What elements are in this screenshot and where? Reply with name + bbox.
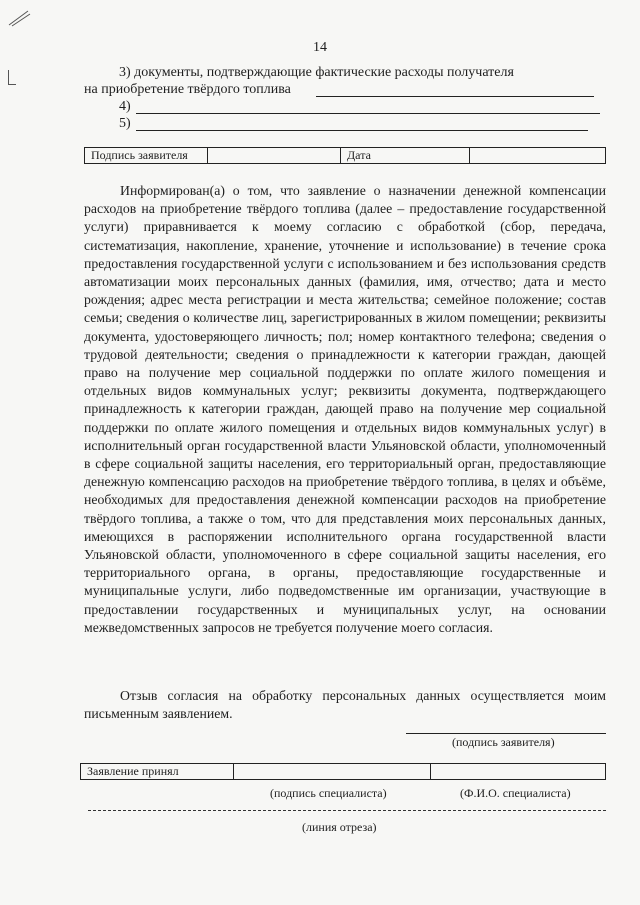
cut-line-caption: (линия отреза) (302, 820, 377, 834)
document-item-3-line1: 3) документы, подтверждающие фактические расходы получателя (119, 65, 514, 80)
page-number: 14 (313, 40, 327, 55)
date-cell[interactable] (470, 148, 606, 164)
document-item-4-blank[interactable] (136, 113, 600, 114)
applicant-signature-line[interactable] (406, 733, 606, 734)
specialist-name-caption: (Ф.И.О. специалиста) (460, 786, 571, 800)
consent-paragraph (84, 182, 606, 637)
scan-corner-mark-icon (8, 70, 16, 85)
accepted-label: Заявление принял (81, 764, 234, 780)
date-label: Дата (341, 148, 470, 164)
applicant-signature-cell[interactable] (208, 148, 341, 164)
applicant-signature-caption: (подпись заявителя) (452, 735, 555, 749)
specialist-signature-cell[interactable] (234, 764, 431, 780)
specialist-name-cell[interactable] (431, 764, 606, 780)
revocation-paragraph-text: Отзыв согласия на обработку персональных данных осуществляется моим письменным заявлением. (84, 688, 606, 722)
accepted-table (80, 763, 606, 780)
specialist-signature-caption: (подпись специалиста) (270, 786, 387, 800)
scan-mark-icon (8, 8, 32, 28)
document-item-3-line2: на приобретение твёрдого топлива (84, 82, 291, 97)
document-item-4-label: 4) (119, 99, 131, 114)
cut-line (88, 810, 606, 811)
applicant-signature-table (84, 147, 606, 164)
document-item-5-label: 5) (119, 116, 131, 131)
document-item-5-blank[interactable] (136, 130, 588, 131)
revocation-paragraph (84, 687, 606, 723)
document-item-3-blank[interactable] (316, 96, 594, 97)
consent-paragraph-text: Информирован(а) о том, что заявление о назначении денежной компенсации расходов на приобретение твёрдого топлива (далее – предоставление государственной услуги) приравнивается к моему согласию с обработкой (сбор, передача, систематизация, накопление, хранение, уточнение и использование) в течение срока предоставления государственной услуги с использованием и без использования средств автоматизации моих персональных данных (фамилия, имя, отчество; дата и место рождения; адрес места регистрации и места жительства; семейное положение; состав семьи; сведения о количестве лиц, зарегистрированных в жилом помещении; реквизиты документа, удостоверяющего личность; пол; номер контактного телефона; сведения о трудовой деятельности; сведения о принадлежности к категории граждан, дающей право на получение мер социальной поддержки по оплате жилого помещения и отдельных видов коммунальных услуг; реквизиты документа, подтверждающего принадлежность к категории граждан, дающей право на получение мер социальной поддержки по оплате жилого помещения и отдельных видов коммунальных услуг) в исполнительный орган государственной власти Ульяновской области, уполномоченный в сфере социальной защиты населения, его территориальный орган, предоставляющие денежную компенсацию расходов на приобретение твёрдого топлива, в целях и объёме, необходимых для предоставления денежной компенсации расходов на приобретение твёрдого топлива, а также о том, что для представления моих персональных данных, имеющихся в распоряжении исполнительного органа государственной власти Ульяновской области, уполномоченного в сфере социальной защиты населения, его территориального органа, в органы, предоставляющие государственные и муниципальные услуги, либо подведомственные им организации, участвующие в предоставлении государственных и муниципальных услуг, на основании межведомственных запросов не требуется получение моего согласия. (84, 183, 606, 635)
applicant-signature-label: Подпись заявителя (85, 148, 208, 164)
